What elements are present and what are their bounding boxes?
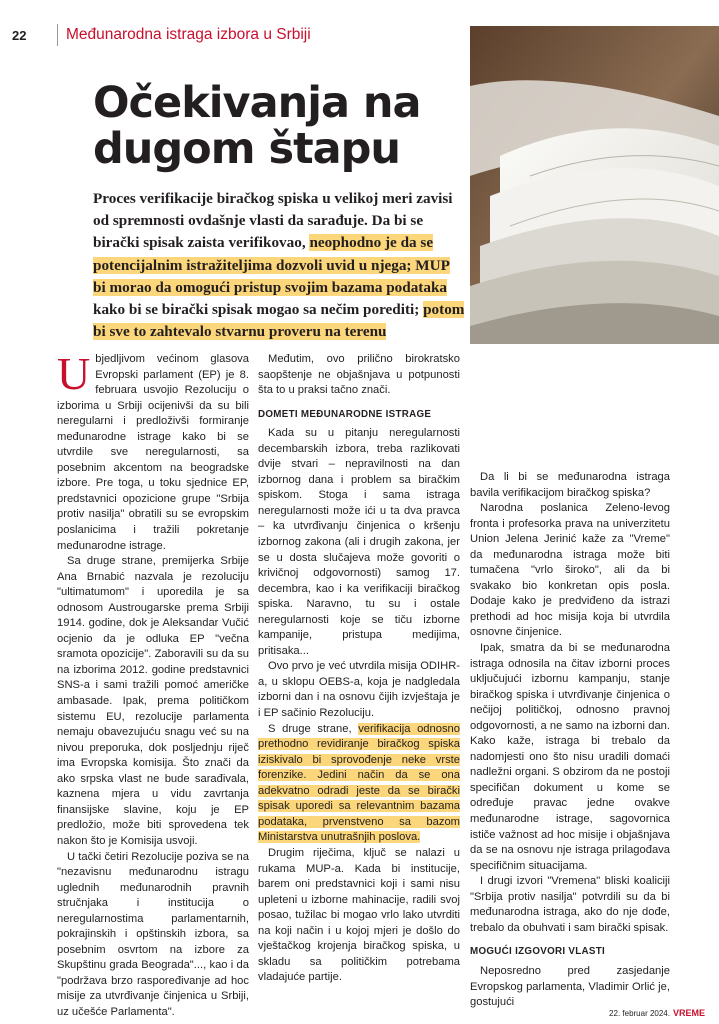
paragraph-text: bjedljivom većinom glasova Evropski parlament (EP) je 8. februara usvojio Rezoluciju o izborima u Srbiji ocijenivši da su bili neregularni i predloživši formiranje međunarodne istrage kako bi se utvrdile sve neregularnosti, sa posebnim akcentom na beogradske izbore. Pre toga, u toku sjednice EP, predstavnici opozicione grupe "Srbija protiv nasilja" obratili su se evropskim poslanicima i tražili pokretanje međunarodne istrage. — [57, 353, 249, 552]
paragraph — [57, 348, 249, 554]
column-3 — [470, 470, 670, 1011]
article-title: Očekivanja na dugom štapu — [93, 78, 421, 174]
lead-part: kako bi se birački spisak mogao sa nečim porediti; — [93, 301, 424, 319]
lead-highlight: potom bi sve to zahtevalo stvarnu proveru na terenu — [93, 301, 465, 341]
paragraph: Ovo prvo je već utvrdila misija ODIHR-a, u sklopu OEBS-a, koja je nadgledala izborni dan i na osnovu čijih izvještaja je i EP sačinio Rezoluciju. — [258, 660, 460, 720]
paragraph: Neposredno pred zasjedanje Evropskog parlamenta, Vladimir Orlić je, gostujući — [470, 964, 670, 1009]
footer-date: 22. februar 2024. — [609, 1009, 670, 1018]
lead-highlight: neophodno je da se potencijalnim istražiteljima dozvoli uvid u njega; MUP bi morao da omogući pristup svojim bazama podataka — [93, 234, 450, 296]
paragraph-text: S druge strane, — [268, 722, 359, 735]
paragraph: Sa druge strane, premijerka Srbije Ana Brnabić nazvala je rezoluciju "ultimatumom" i uporedila je sa odnosom Austrougarske prema Srbiji 1914. godine, dok je Aleksandar Vučić ocjenio da je odluka EP "večna sramota opozicije". Zaboravili su da su na izborima 2012. godine predstavnici SNS-a i sami tražili pomoć američke ambasade. Ipak, prema političkom sistemu EU, rezolucije parlamenta nemaju obavezujuću snagu već su na nivou preporuka, dok posljednju riječ ima Evropska komisija. Što znači da ako srpska vlast ne bude sarađivala, kaznena mjera u vidu zavrtanja finansijske slavine, koju je EP predložio, može biti sprovedena tek nakon što je Komisija usvoji. — [57, 555, 249, 847]
paragraph: Međutim, ovo prilično birokratsko saopštenje ne objašnjava u potpunosti šta to u praksi tačno znači. — [258, 353, 460, 397]
paragraph: Ipak, smatra da bi se međunarodna istraga odnosila na čitav izborni proces uključujući izbornu kampanju, stanje biračkog spiska i utvrđivanje činjenica o nečijoj političkoj, odnosno pravnoj odgovornosti, a ne samo na izborni dan. Kako kaže, istraga bi trebalo da nadomjesti ono što nisu uradili domaći nadležni organi. S obzirom da ne postoji specifičan dokument u kome se određuje pravac jedne ovakve međunarodne istrage, sagovornica ističe važnost ad hoc misije i objašnjava da se na osnovu nje istraga prilagođava specifičnim situacijama. — [470, 642, 670, 872]
subheading: DOMETI MEĐUNARODNE ISTRAGE — [258, 408, 432, 420]
paragraph: I drugi izvori "Vremena" bliski koaliciji "Srbija protiv nasilja" potvrdili su da bi međunarodna istraga, ako do nje dođe, trebalo da obuhvati i sam birački spisak. — [470, 875, 670, 934]
page-footer — [609, 1008, 705, 1018]
open-book-image — [470, 26, 719, 344]
paragraph: U tački četiri Rezolucije poziva se na "nezavisnu međunarodnu istragu uglednih međunarodnih pravnih stručnjaka i institucija o neregularnostima parlamentarnih, pokrajinskih i opštinskih izbora, sa posebnim osvrtom na izbore za Skupštinu grada Beograda"..., kao i da "podržava brzo raspoređivanje ad hoc misije za utvrđivanje činjenica u Srbiji, uz učešće Parlamenta". — [57, 850, 249, 1018]
column-1 — [57, 348, 249, 1021]
page-number: 22 — [12, 28, 27, 43]
article-photo — [470, 26, 719, 344]
column-2 — [258, 352, 460, 986]
paragraph — [258, 722, 460, 846]
section-title: Međunarodna istraga izbora u Srbiji — [57, 24, 311, 46]
paragraph: Da li bi se međunarodna istraga bavila verifikacijom biračkog spiska? — [470, 471, 670, 499]
paragraph: Narodna poslanica Zeleno-levog fronta i profesorka prava na univerzitetu Union Jelena Jerinić kaže za "Vreme" da međunarodna istraga može biti tumačena "vrlo široko", ali da bi svakako bio konkretan opis posla. Dodaje kako je predviđeno da istrazi prethodi ad hoc misija koja bi utvrdila osnovne činjenice. — [470, 502, 670, 639]
paragraph: Drugim riječima, ključ se nalazi u rukama MUP-a. Kada bi institucije, barem oni predstavnici koji i sami nisu upleteni u izborne mahinacije, radili svoj posao, tužilac bi mogao vrlo lako utvrditi na koji način i u kojoj mjeri je došlo do vještačkog krojenja biračkog spiska, u skladu sa političkim potrebama vladajuće partije. — [258, 846, 460, 984]
article-lead — [93, 188, 465, 343]
paragraph: Kada su u pitanju neregularnosti decembarskih izbora, treba razlikovati dvije stvari – nepravilnosti na dan izbornog dana i problem sa biračkim spiskom. Stoga i sama istraga neregularnosti može ići u ta dva pravca – ka utvrđivanju činjenica o kršenju izbornog zakona (ali i drugih zakona, jer se u dosta slučajeva može govoriti o krivičnoj odgovornosti) samog 17. decembra, kao i ka verifikaciji biračkog spiska. Naravno, tu su i ostale neregularnosti koje se tiču izborne kampanije, pristupa medijima, pritisaka... — [258, 427, 460, 657]
subheading: MOGUĆI IZGOVORI VLASTI — [470, 946, 606, 958]
footer-brand: VREME — [672, 1008, 705, 1018]
drop-cap: U — [57, 348, 91, 399]
lead-part: Proces verifikacije biračkog spiska u velikoj meri zavisi od spremnosti ovdašnje vlasti da sarađuje. Da bi se birački spisak zaista verifikovao, — [93, 190, 453, 252]
highlighted-text: verifikacija odnosno prethodno revidiranje biračkog spiska iziskivalo bi sprovođenje neke vrste forenzike. Jedini način da se ona adekvatno odradi jeste da se birački spisak uporedi sa relevantnim bazama podataka, prvenstveno sa bazom Ministarstva unutrašnjih poslova. — [258, 722, 460, 844]
